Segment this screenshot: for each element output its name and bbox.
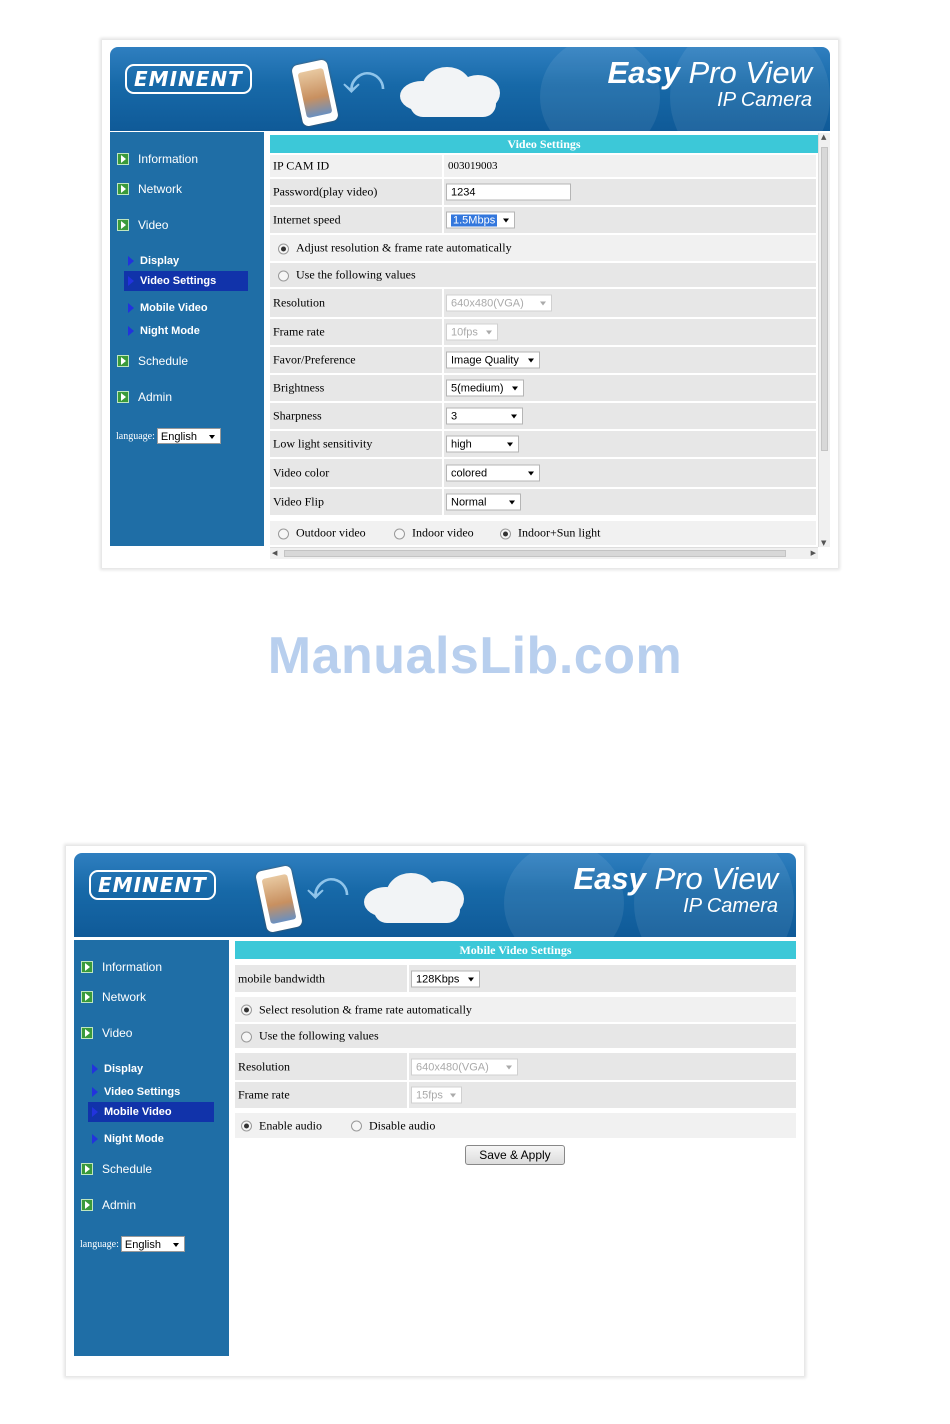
favor-label: Favor/Preference bbox=[273, 352, 356, 367]
language-selector bbox=[80, 1236, 185, 1252]
row-bandwidth bbox=[235, 965, 796, 992]
row-favor bbox=[270, 347, 816, 373]
language-label: language: bbox=[116, 430, 155, 442]
bandwidth-label: mobile bandwidth bbox=[238, 971, 325, 985]
auto-label: Select resolution & frame rate automatically bbox=[259, 1002, 472, 1016]
row-resolution bbox=[235, 1053, 796, 1080]
nav-network[interactable] bbox=[117, 182, 182, 196]
nav-schedule[interactable] bbox=[81, 1162, 152, 1176]
header-banner bbox=[74, 853, 796, 937]
nav-label: Network bbox=[102, 990, 147, 1004]
sub-arrow-icon bbox=[128, 326, 134, 336]
enable-audio-label: Enable audio bbox=[259, 1118, 322, 1132]
manual-radio[interactable] bbox=[278, 270, 289, 281]
lowlight-label: Low light sensitivity bbox=[273, 436, 373, 451]
nav-arrow-icon bbox=[81, 1199, 93, 1211]
scroll-right-icon[interactable]: ▶ bbox=[810, 549, 816, 557]
scroll-up-icon[interactable]: ▲ bbox=[821, 133, 827, 141]
nav-night-mode[interactable] bbox=[92, 1131, 212, 1147]
language-dropdown[interactable]: English bbox=[121, 1236, 185, 1252]
nav-label: Video bbox=[138, 218, 169, 232]
flip-dropdown[interactable]: Normal bbox=[446, 494, 521, 511]
row-auto bbox=[235, 997, 796, 1022]
framerate-dropdown[interactable]: 10fps bbox=[446, 324, 498, 341]
outdoor-label: Outdoor video bbox=[296, 525, 366, 540]
phone-icon bbox=[255, 865, 303, 933]
nav-label: Display bbox=[104, 1063, 144, 1075]
nav-label: Admin bbox=[138, 390, 173, 404]
nav-label: Display bbox=[140, 255, 180, 267]
product-title-light: Pro View bbox=[688, 55, 812, 90]
product-title-bold: Easy bbox=[573, 861, 646, 896]
bandwidth-dropdown[interactable]: 128Kbps bbox=[411, 970, 480, 987]
product-title-light: Pro View bbox=[654, 861, 778, 896]
eminent-logo: EMINENT bbox=[89, 870, 216, 900]
nav-label: Video bbox=[102, 1026, 133, 1040]
nav-admin[interactable] bbox=[81, 1198, 136, 1212]
disable-audio-radio[interactable] bbox=[351, 1121, 362, 1132]
nav-video-settings[interactable] bbox=[124, 271, 248, 291]
scroll-left-icon[interactable]: ◀ bbox=[272, 549, 278, 557]
color-label: Video color bbox=[273, 465, 330, 480]
internet-speed-dropdown[interactable] bbox=[446, 212, 515, 229]
framerate-dropdown[interactable]: 15fps bbox=[411, 1087, 462, 1104]
sync-arrow-icon: ⤺ bbox=[306, 863, 349, 909]
brightness-label: Brightness bbox=[273, 380, 325, 395]
sub-arrow-icon bbox=[92, 1087, 98, 1097]
sub-arrow-icon bbox=[128, 276, 134, 286]
nav-label: Night Mode bbox=[104, 1133, 164, 1145]
hscroll-thumb[interactable] bbox=[284, 550, 786, 557]
sub-arrow-icon bbox=[128, 303, 134, 313]
disable-audio-label: Disable audio bbox=[369, 1118, 436, 1132]
scroll-thumb[interactable] bbox=[821, 147, 828, 451]
sidebar bbox=[110, 132, 264, 546]
nav-label: Admin bbox=[102, 1198, 137, 1212]
row-manual bbox=[235, 1024, 796, 1048]
auto-radio[interactable] bbox=[278, 243, 289, 254]
row-manual bbox=[270, 263, 816, 287]
row-password bbox=[270, 179, 816, 205]
outdoor-radio[interactable] bbox=[278, 528, 289, 539]
row-frame-rate bbox=[270, 319, 816, 345]
nav-arrow-icon bbox=[81, 991, 93, 1003]
sync-arrow-icon: ⤺ bbox=[342, 57, 385, 103]
language-label: language: bbox=[80, 1238, 119, 1250]
manual-radio[interactable] bbox=[241, 1031, 252, 1042]
horizontal-scrollbar[interactable] bbox=[270, 547, 818, 559]
sub-arrow-icon bbox=[128, 256, 134, 266]
language-selector bbox=[116, 428, 221, 444]
resolution-label: Resolution bbox=[238, 1059, 291, 1073]
brightness-dropdown[interactable]: 5(medium) bbox=[446, 380, 524, 397]
flip-label: Video Flip bbox=[273, 494, 324, 509]
language-dropdown[interactable]: English bbox=[157, 428, 221, 444]
sub-arrow-icon bbox=[92, 1107, 98, 1117]
nav-video[interactable] bbox=[81, 1026, 132, 1040]
vertical-scrollbar[interactable] bbox=[818, 133, 830, 547]
indoor-radio[interactable] bbox=[394, 528, 405, 539]
row-environment bbox=[270, 521, 816, 545]
row-internet-speed bbox=[270, 207, 816, 233]
nav-display[interactable] bbox=[92, 1061, 212, 1077]
password-label: Password(play video) bbox=[273, 184, 378, 199]
product-title-bold: Easy bbox=[607, 55, 680, 90]
product-title bbox=[573, 861, 778, 918]
sunlight-label: Indoor+Sun light bbox=[518, 525, 601, 540]
header-banner bbox=[110, 47, 830, 131]
nav-arrow-icon bbox=[117, 183, 129, 195]
row-audio bbox=[235, 1113, 796, 1138]
mobile-settings-panel bbox=[235, 940, 796, 1240]
sub-arrow-icon bbox=[92, 1064, 98, 1074]
screenshot-mobile-video bbox=[66, 846, 804, 1376]
nav-admin[interactable] bbox=[117, 390, 172, 404]
resolution-dropdown[interactable]: 640x480(VGA) bbox=[446, 295, 552, 312]
nav-label: Network bbox=[138, 182, 183, 196]
framerate-label: Frame rate bbox=[273, 324, 325, 339]
nav-arrow-icon bbox=[81, 961, 93, 973]
auto-label: Adjust resolution & frame rate automatically bbox=[296, 240, 512, 255]
scroll-down-icon[interactable]: ▼ bbox=[821, 539, 827, 547]
enable-audio-radio[interactable] bbox=[241, 1121, 252, 1132]
indoor-label: Indoor video bbox=[412, 525, 474, 540]
ipcam-value: 003019003 bbox=[448, 160, 498, 172]
nav-label: Video Settings bbox=[140, 275, 217, 287]
internet-speed-value: 1.5Mbps bbox=[453, 214, 496, 227]
nav-mobile-video[interactable] bbox=[88, 1102, 214, 1122]
sunlight-radio[interactable] bbox=[500, 528, 511, 539]
nav-network[interactable] bbox=[81, 990, 146, 1004]
nav-arrow-icon bbox=[81, 1027, 93, 1039]
save-apply-button[interactable]: Save & Apply bbox=[465, 1145, 565, 1165]
row-video-flip bbox=[270, 489, 816, 515]
lowlight-dropdown[interactable]: high bbox=[446, 436, 519, 453]
nav-label: Night Mode bbox=[140, 325, 200, 337]
nav-schedule[interactable] bbox=[117, 354, 188, 368]
panel-title: Video Settings bbox=[270, 135, 818, 153]
row-video-color bbox=[270, 459, 816, 487]
nav-arrow-icon bbox=[117, 153, 129, 165]
eminent-logo: EMINENT bbox=[125, 64, 252, 94]
nav-night-mode[interactable] bbox=[128, 323, 248, 339]
product-title bbox=[607, 55, 812, 112]
video-settings-panel bbox=[270, 133, 818, 555]
auto-radio[interactable] bbox=[241, 1005, 252, 1016]
nav-arrow-icon bbox=[117, 219, 129, 231]
internet-label: Internet speed bbox=[273, 212, 341, 227]
sidebar bbox=[74, 940, 229, 1356]
ipcam-label: IP CAM ID bbox=[273, 158, 330, 173]
product-subtitle: IP Camera bbox=[683, 895, 778, 917]
framerate-label: Frame rate bbox=[238, 1087, 290, 1102]
product-subtitle: IP Camera bbox=[717, 89, 812, 111]
row-auto bbox=[270, 235, 816, 261]
manual-label: Use the following values bbox=[259, 1028, 379, 1043]
nav-arrow-icon bbox=[117, 391, 129, 403]
sub-arrow-icon bbox=[92, 1134, 98, 1144]
phone-icon bbox=[291, 59, 339, 127]
nav-label: Information bbox=[102, 960, 163, 974]
nav-mobile-video[interactable] bbox=[128, 300, 248, 316]
favor-dropdown[interactable]: Image Quality bbox=[446, 352, 540, 369]
nav-label: Video Settings bbox=[104, 1086, 181, 1098]
password-input[interactable]: 1234 bbox=[446, 184, 571, 201]
row-low-light bbox=[270, 431, 816, 457]
resolution-dropdown[interactable]: 640x480(VGA) bbox=[411, 1058, 518, 1075]
resolution-label: Resolution bbox=[273, 295, 326, 310]
row-ipcam-id bbox=[270, 155, 816, 177]
color-dropdown[interactable]: colored bbox=[446, 465, 540, 482]
nav-label: Schedule bbox=[138, 354, 189, 368]
nav-information[interactable] bbox=[81, 960, 162, 974]
sharpness-dropdown[interactable]: 3 bbox=[446, 408, 523, 425]
manual-label: Use the following values bbox=[296, 267, 416, 282]
nav-label: Schedule bbox=[102, 1162, 153, 1176]
nav-information[interactable] bbox=[117, 152, 198, 166]
nav-label: Mobile Video bbox=[140, 302, 208, 314]
row-sharpness bbox=[270, 403, 816, 429]
nav-arrow-icon bbox=[81, 1163, 93, 1175]
row-brightness bbox=[270, 375, 816, 401]
screenshot-video-settings bbox=[102, 40, 838, 568]
row-frame-rate bbox=[235, 1082, 796, 1108]
panel-title: Mobile Video Settings bbox=[235, 941, 796, 959]
nav-arrow-icon bbox=[117, 355, 129, 367]
sharpness-label: Sharpness bbox=[273, 408, 322, 423]
nav-video-settings[interactable] bbox=[92, 1084, 212, 1100]
nav-video[interactable] bbox=[117, 218, 168, 232]
nav-label: Information bbox=[138, 152, 199, 166]
nav-display[interactable] bbox=[128, 253, 248, 269]
watermark: ManualsLib.com bbox=[267, 627, 683, 685]
nav-label: Mobile Video bbox=[104, 1106, 172, 1118]
row-resolution bbox=[270, 289, 816, 317]
